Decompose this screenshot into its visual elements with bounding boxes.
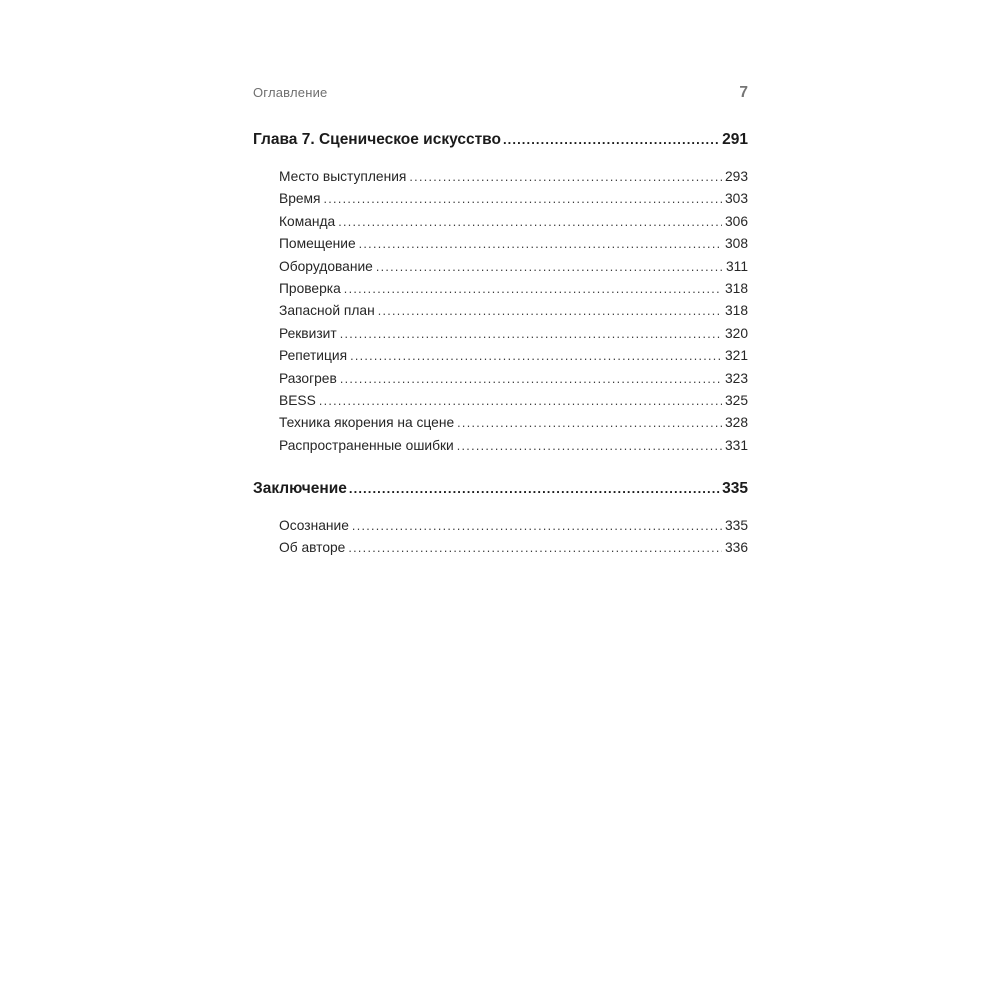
toc-entry-page: 293	[724, 169, 748, 184]
toc-entry-page: 321	[724, 348, 748, 364]
toc-entry-page: 331	[724, 437, 748, 453]
chapter-heading-row	[253, 480, 748, 501]
dot-leader	[503, 131, 720, 149]
chapter-heading-row	[253, 131, 748, 152]
chapter-heading-label: Заключение	[253, 480, 347, 498]
toc-entry-label: Проверка	[279, 280, 341, 296]
toc-entry-row	[279, 435, 748, 457]
dot-leader	[349, 480, 720, 498]
toc-entry-page: 308	[724, 236, 748, 252]
toc-entry-row	[279, 211, 748, 233]
running-title: Оглавление	[253, 85, 328, 100]
toc-section	[253, 480, 748, 560]
dot-leader	[338, 214, 722, 229]
toc-entry-label: Место выступления	[279, 169, 407, 184]
toc-entry-row	[279, 323, 748, 345]
toc-entry-row	[279, 345, 748, 367]
toc-entry-row	[279, 233, 748, 255]
dot-leader	[348, 540, 722, 555]
toc-entry-row	[279, 300, 748, 322]
toc-entry-page: 336	[724, 540, 748, 556]
toc-entry-label: Репетиция	[279, 348, 348, 364]
dot-leader	[378, 303, 722, 318]
chapter-heading-page: 335	[722, 480, 748, 498]
toc-entry-label: Оборудование	[279, 258, 373, 274]
toc-entry-row	[279, 368, 748, 390]
toc-entry-row	[279, 188, 748, 210]
toc-entry-page: 320	[724, 325, 748, 341]
toc-entry-page: 318	[724, 303, 748, 319]
toc-entry-label: Запасной план	[279, 303, 375, 319]
toc-entry-page: 311	[726, 258, 748, 274]
toc-entry-row	[279, 256, 748, 278]
toc-entry-row	[279, 390, 748, 412]
dot-leader	[352, 518, 722, 533]
toc-entry-page: 318	[724, 280, 748, 296]
toc-entry-label: BESS	[279, 392, 316, 408]
toc-section	[253, 131, 748, 457]
dot-leader	[350, 348, 722, 363]
toc-entry-row	[279, 537, 748, 559]
toc-entry-label: Осознание	[279, 518, 349, 534]
toc-entry-label: Команда	[279, 213, 336, 229]
toc-entry-row	[279, 166, 748, 188]
table-of-contents	[253, 131, 748, 560]
dot-leader	[319, 393, 722, 408]
dot-leader	[457, 438, 722, 453]
toc-entry-page: 306	[724, 213, 748, 229]
toc-entry-page: 323	[724, 370, 748, 386]
section-entries	[253, 515, 748, 560]
toc-entry-row	[279, 412, 748, 434]
toc-entry-label: Об авторе	[279, 540, 346, 556]
toc-entry-page: 325	[724, 392, 748, 408]
toc-entry-row	[279, 515, 748, 537]
dot-leader	[344, 281, 722, 296]
dot-leader	[324, 191, 722, 206]
toc-entry-label: Техника якорения на сцене	[279, 415, 455, 431]
folio-page-number: 7	[739, 84, 748, 101]
toc-entry-page: 328	[724, 415, 748, 431]
dot-leader	[376, 259, 723, 274]
toc-entry-page: 335	[724, 518, 748, 534]
toc-entry-label: Реквизит	[279, 325, 337, 341]
dot-leader	[359, 236, 722, 251]
toc-entry-label: Время	[279, 191, 321, 207]
dot-leader	[457, 415, 722, 430]
toc-entry-label: Разогрев	[279, 370, 337, 386]
toc-entry-label: Помещение	[279, 236, 356, 252]
chapter-heading-page: 291	[722, 131, 748, 148]
chapter-heading-label: Глава 7. Сценическое искусство	[253, 131, 501, 148]
toc-entry-row	[279, 278, 748, 300]
dot-leader	[340, 326, 722, 341]
toc-entry-page: 303	[724, 191, 748, 207]
page-header	[253, 84, 748, 102]
toc-entry-label: Распространенные ошибки	[279, 437, 454, 453]
dot-leader	[340, 371, 722, 386]
dot-leader	[409, 169, 722, 184]
section-entries	[253, 166, 748, 457]
